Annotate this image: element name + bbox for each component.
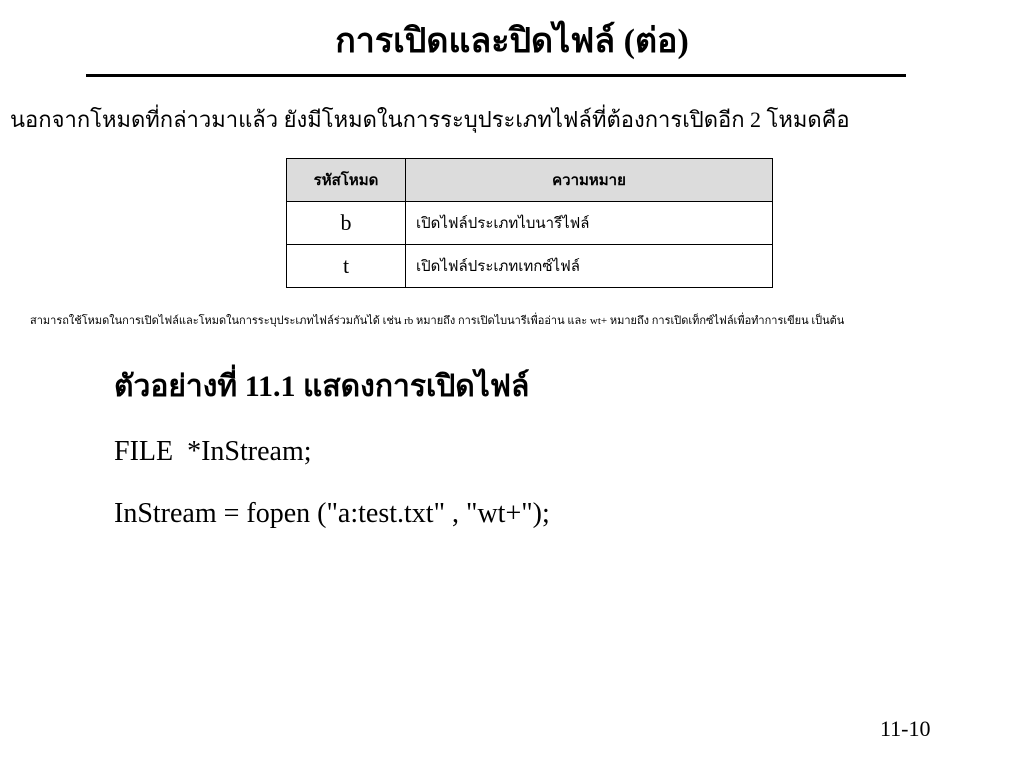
mode-code-cell: b bbox=[287, 202, 406, 245]
combination-note: สามารถใช้โหมดในการเปิดไฟล์และโหมดในการระบุประเภทไฟล์ร่วมกันได้ เช่น rb หมายถึง การเปิดไบนารีเพื่ออ่าน และ wt+ หมายถึง การเปิดเท็กซ์ไฟล์เพื่อทำการเขียน เป็นต้น bbox=[30, 315, 845, 327]
mode-meaning-cell: เปิดไฟล์ประเภทเทกซ์ไฟล์ bbox=[406, 245, 773, 288]
table-row bbox=[287, 202, 773, 245]
slide-title: การเปิดและปิดไฟล์ (ต่อ) bbox=[335, 23, 689, 60]
intro-paragraph: นอกจากโหมดที่กล่าวมาแล้ว ยังมีโหมดในการระบุประเภทไฟล์ที่ต้องการเปิดอีก 2 โหมดคือ bbox=[10, 107, 850, 132]
header-meaning: ความหมาย bbox=[406, 159, 773, 202]
header-mode-code: รหัสโหมด bbox=[287, 159, 406, 202]
page-number: 11-10 bbox=[880, 716, 931, 741]
mode-table bbox=[286, 158, 773, 288]
code-line: InStream = fopen ("a:test.txt" , "wt+"); bbox=[114, 498, 550, 529]
mode-meaning-cell: เปิดไฟล์ประเภทไบนารีไฟล์ bbox=[406, 202, 773, 245]
table-row bbox=[287, 245, 773, 288]
mode-code-cell: t bbox=[287, 245, 406, 288]
example-heading: ตัวอย่างที่ 11.1 แสดงการเปิดไฟล์ bbox=[114, 370, 530, 403]
table-header-row bbox=[287, 159, 773, 202]
title-underline bbox=[86, 74, 906, 77]
code-line: FILE *InStream; bbox=[114, 436, 312, 467]
